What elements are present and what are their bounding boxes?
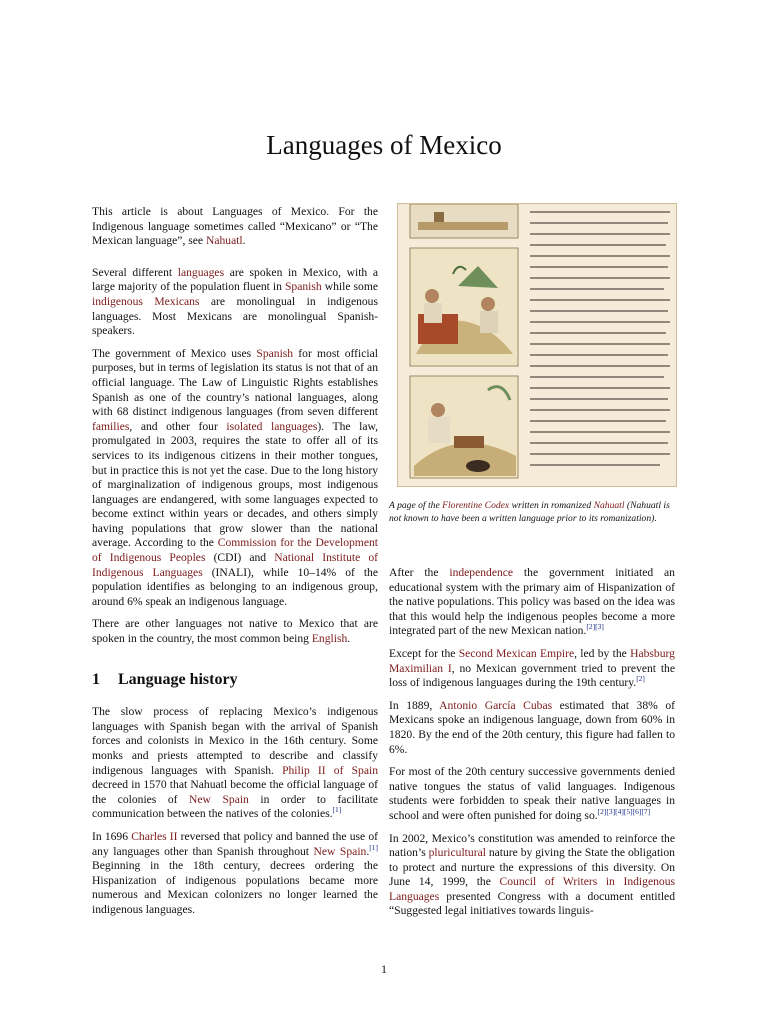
- link-second-mexican-empire[interactable]: Second Mexican Empire: [458, 646, 575, 660]
- citation[interactable]: [2][3][4][5][6][7]: [597, 807, 651, 817]
- paragraph-intro: [92, 266, 378, 339]
- paragraph-other-languages: [92, 617, 378, 646]
- text: (Nahuatl is not known to have been a written language prior to its romanization).: [389, 500, 670, 524]
- link-isolated-languages[interactable]: isolated languages: [226, 419, 318, 433]
- text: , led by the: [574, 646, 631, 660]
- text: For most of the 20th century successive governments denied native tongues the status of valid languages. Indigenous students were forbidden to speak their native languages in school and were often punished for doing so.: [389, 765, 675, 822]
- page-title: Languages of Mexico: [266, 130, 502, 161]
- page-number: 1: [381, 962, 387, 976]
- vignette-middle: [410, 248, 518, 366]
- text: in order to facilitate communication between the natives of the colonies.: [92, 792, 378, 821]
- text: .: [347, 632, 351, 646]
- codex-illustration: [397, 203, 677, 487]
- link-inali[interactable]: National Institute of Indigenous Languages: [92, 551, 379, 579]
- link-habsburg-maximilian[interactable]: Habsburg Maximilian I: [389, 646, 675, 675]
- hatnote-end: .: [242, 234, 246, 248]
- citation[interactable]: [2]: [636, 674, 645, 684]
- paragraph-20th-century: [389, 765, 675, 823]
- text: for most official purposes, but in terms of legislation its status is not that of an official language. The Law of Linguistic Rights establishes Spanish as one of the country’s national languages, along with 68 distinct indigenous languages (from seven different: [92, 346, 379, 419]
- text: In 1889,: [389, 698, 440, 712]
- hatnote-text: This article is about Languages of Mexico. For the Indigenous language sometimes called “Mexicano” or “The Mexican language”, see: [92, 205, 378, 248]
- text: reversed that policy and banned the use of any languages other than Spanish throughout: [92, 829, 378, 858]
- section-number: 1: [92, 670, 100, 688]
- text: written in romanized: [509, 500, 594, 511]
- link-new-spain[interactable]: New Spain: [313, 844, 367, 858]
- link-spanish[interactable]: Spanish: [284, 280, 322, 294]
- vignette-top: [410, 204, 518, 238]
- link-pluricultural[interactable]: pluricultural: [428, 846, 486, 860]
- text: The government of Mexico uses: [92, 346, 257, 360]
- link-english[interactable]: English: [311, 632, 348, 646]
- link-philip-ii[interactable]: Philip II of Spain: [282, 763, 378, 777]
- codex-image: [398, 204, 677, 487]
- link-council-of-writers[interactable]: Council of Writers in Indigenous Languages: [389, 875, 675, 903]
- text: while some: [321, 280, 378, 294]
- link-indigenous-mexicans[interactable]: indigenous Mexicans: [92, 294, 200, 308]
- paragraph-charles: [92, 830, 378, 918]
- text: After the: [389, 566, 450, 579]
- link-cdi[interactable]: Commission for the Development of Indigenous Peoples: [92, 536, 378, 565]
- paragraph-history: [92, 705, 378, 822]
- text: , no Mexican government tried to prevent the loss of indigenous languages during the 19th century.: [389, 661, 675, 690]
- figure-caption: [389, 499, 679, 525]
- text: There are other languages not native to Mexico that are spoken in the country, the most common being: [92, 617, 378, 646]
- text: nature by giving the State the obligation to protect and nurture the expressions of this diversity. On June 14, 1999, the: [389, 846, 675, 889]
- citation[interactable]: [2][3]: [586, 622, 604, 632]
- link-new-spain[interactable]: New Spain: [189, 792, 249, 806]
- text: , and other four: [129, 419, 227, 433]
- link-spanish[interactable]: Spanish: [256, 346, 294, 360]
- text: Except for the: [389, 646, 459, 660]
- section-title: Language history: [118, 670, 238, 688]
- link-antonio-garcia-cubas[interactable]: Antonio García Cubas: [439, 698, 553, 712]
- hatnote: [92, 205, 378, 249]
- text: the government initiated an educational system with the primary aim of Hispanization of the native populations. This policy was based on the idea was that this would help the indigenous peoples become a more integrated part of the new Mexican nation.: [389, 566, 675, 638]
- text: A page of the: [389, 500, 443, 511]
- citation[interactable]: [1]: [369, 842, 378, 852]
- link-nahuatl[interactable]: Nahuatl: [593, 500, 625, 511]
- citation[interactable]: [1]: [332, 805, 342, 815]
- text: presented Congress with a document entitled “Suggested legal initiatives towards linguis-: [389, 889, 675, 918]
- paragraph-2002: [389, 832, 675, 920]
- paragraph-empire: [389, 647, 675, 691]
- paragraph-government: [92, 347, 378, 610]
- text: ). The law, promulgated in 2003, requires the state to offer all of its services to its indigenous citizens in their mother tongues, but in practice this is not yet the case. Due to the long history of marginalization of indigenous groups, most indigenous languages are endangered, with some languages expected to become extinct within years or decades, and others simply having populations that grow slower than the national average. According to the: [92, 419, 378, 550]
- link-families[interactable]: families: [92, 419, 130, 433]
- vignette-bottom: [410, 376, 518, 478]
- text: (INALI), while 10–14% of the population identifies as belonging to an indigenous group, around 6% speak an indigenous language.: [92, 565, 378, 608]
- text: (CDI) and: [205, 551, 275, 565]
- link-languages[interactable]: languages: [177, 265, 225, 279]
- paragraph-independence: [389, 566, 675, 639]
- text: .: [366, 844, 370, 858]
- text: are monolingual in indigenous languages. Most Mexicans are monolingual Spanish-speakers.: [92, 294, 378, 338]
- link-florentine-codex[interactable]: Florentine Codex: [442, 500, 510, 511]
- paragraph-1889: [389, 699, 675, 757]
- right-column: [389, 566, 675, 927]
- section-heading: [92, 670, 378, 688]
- text: are spoken in Mexico, with a large majority of the population fluent in: [92, 265, 378, 294]
- link-nahuatl[interactable]: Nahuatl: [205, 234, 243, 248]
- text: The slow process of replacing Mexico’s indigenous languages with Spanish began with the arrival of Spanish forces and colonists in Mexico in the 16th century. Some monks and priests attempted to describe and classify indigenous languages with Spanish.: [92, 705, 378, 777]
- text: estimated that 38% of Mexicans spoke an indigenous language, down from 60% in 1820. By the end of the 20th century, this figure had fallen to 6%.: [389, 698, 675, 756]
- text: In 2002, Mexico’s constitution was amended to reinforce the nation’s: [389, 831, 675, 860]
- text: Several different: [92, 265, 178, 279]
- text: Beginning in the 18th century, decrees ordering the Hispanization of indigenous populations became more numerous and Mexican colonizers no longer learned the indigenous languages.: [92, 859, 378, 916]
- text: decreed in 1570 that Nahuatl become the official language of the colonies of: [92, 778, 378, 806]
- left-column: [92, 205, 378, 926]
- link-charles-ii[interactable]: Charles II: [131, 829, 178, 843]
- link-independence[interactable]: independence: [449, 566, 514, 579]
- text: In 1696: [92, 829, 132, 843]
